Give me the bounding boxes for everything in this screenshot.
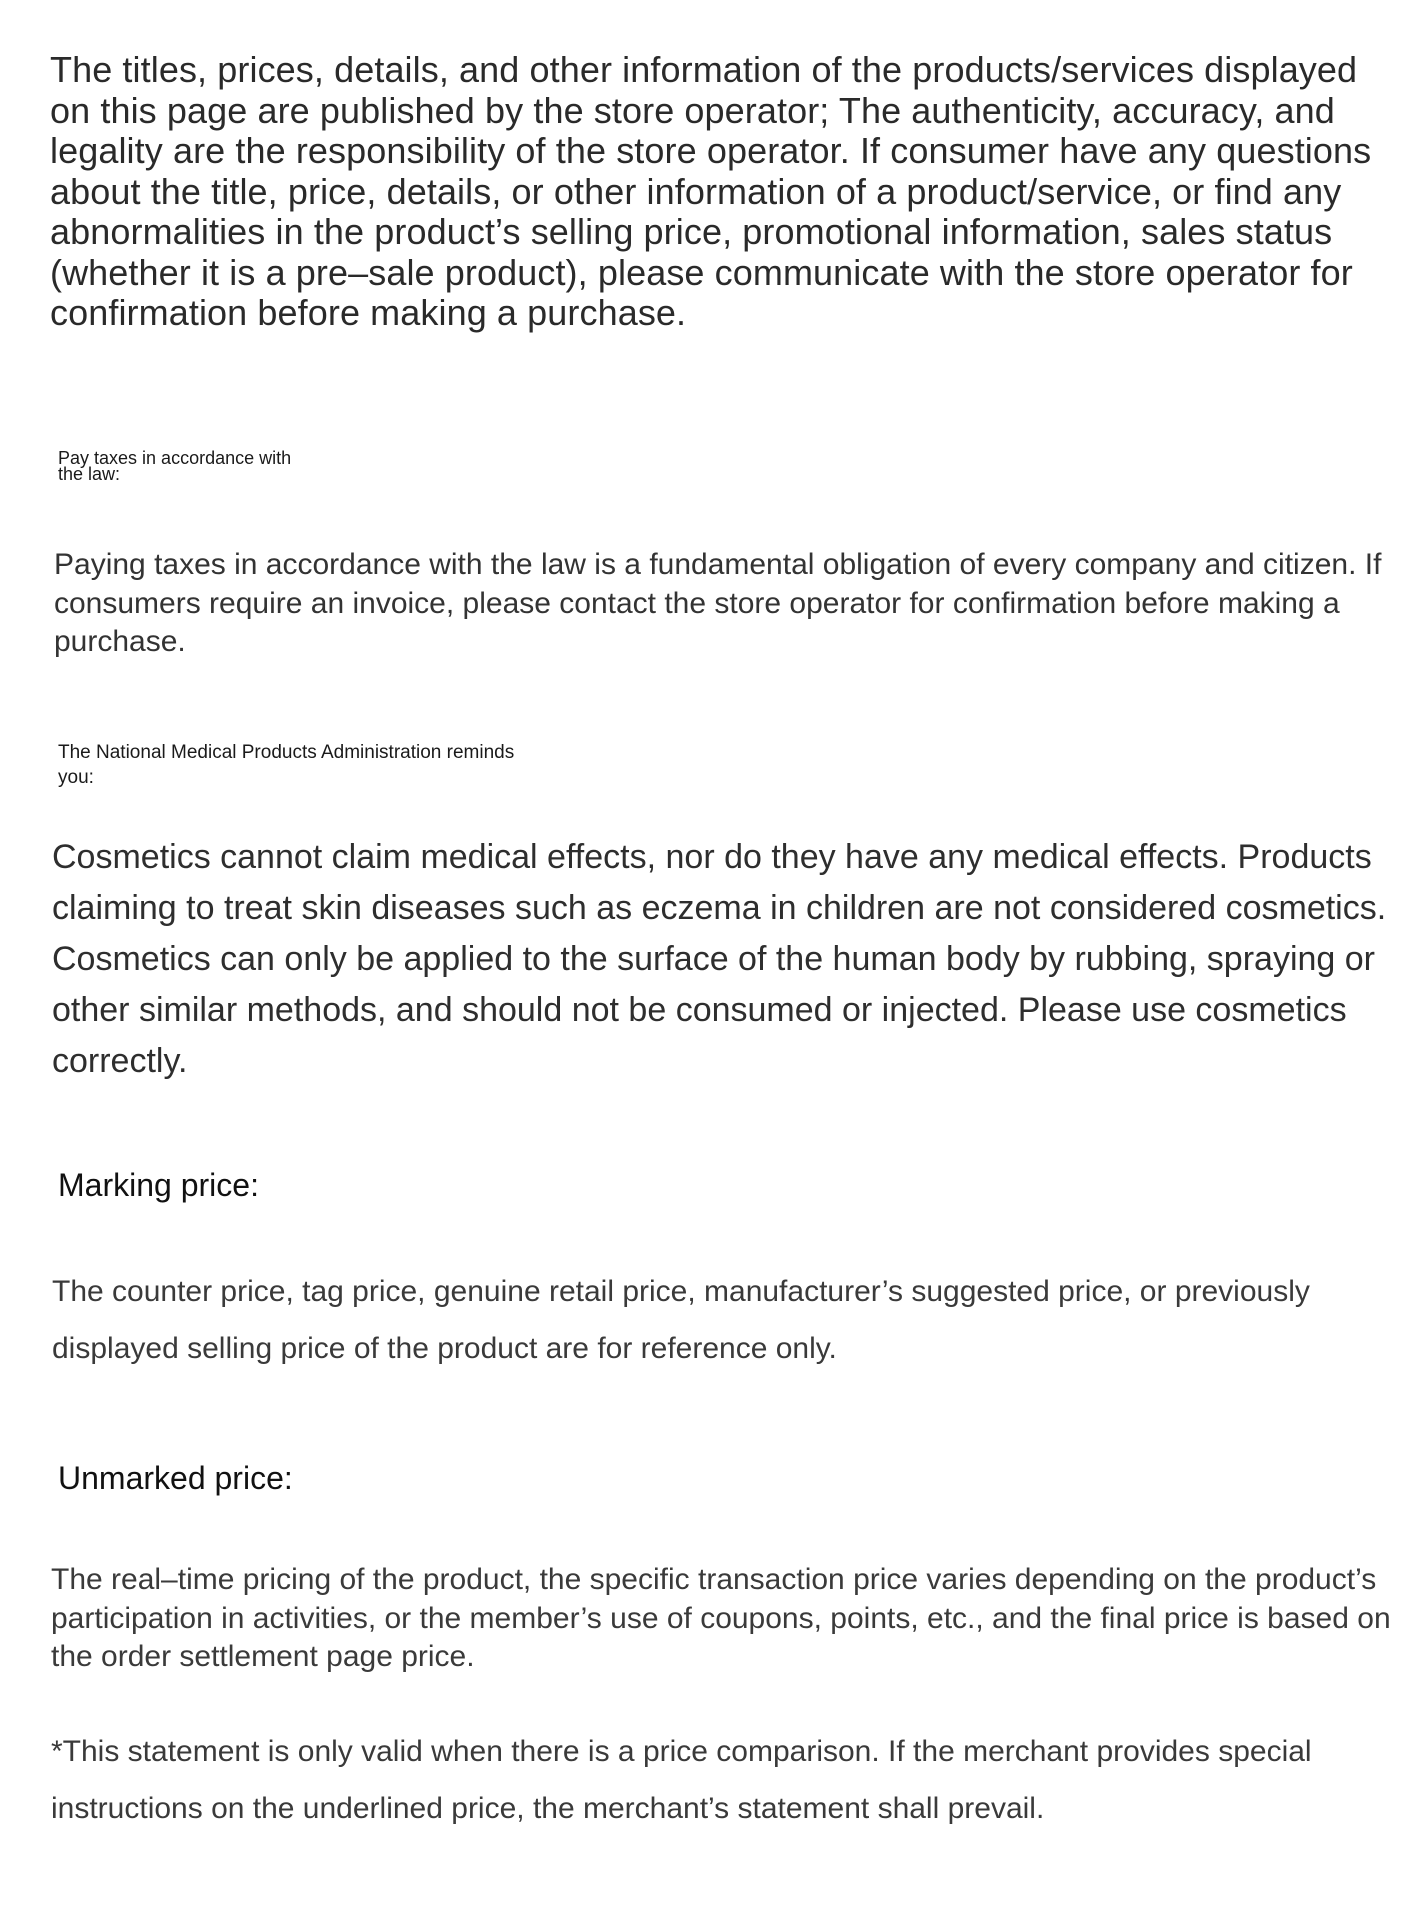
unmarked-price-text: The real–time pricing of the product, the specific transaction price varies depending on the product’s participation in activities, or the member’s use of coupons, points, etc., and the final price is based on the order settlement page price. [51,1563,1391,1673]
nmpa-section-heading: The National Medical Products Administration reminds you: [58,742,515,788]
marking-price-heading: Marking price: [58,1167,259,1203]
marking-price-text: The counter price, tag price, genuine retail price, manufacturer’s suggested price, or previously displayed selling price of the product are for reference only. [52,1275,1310,1365]
unmarked-price-heading: Unmarked price: [58,1460,293,1496]
tax-section-heading: Pay taxes in accordance with the law: [58,448,292,484]
cosmetics-notice-text: Cosmetics cannot claim medical effects, nor do they have any medical effects. Products claiming to treat skin diseases such as eczema in children are not considered cosmetics. Cosmetics can only be applied to the surface of the human body by rubbing, spraying or other similar methods, and should not be consumed or injected. Please use cosmetics correctly. [52,838,1387,1080]
tax-section-text: Paying taxes in accordance with the law is a fundamental obligation of every company and citizen. If consumers require an invoice, please contact the store operator for confirmation before making a purchase. [54,548,1382,658]
price-comparison-statement: *This statement is only valid when there is a price comparison. If the merchant provides special instructions on the underlined price, the merchant’s statement shall prevail. [51,1735,1312,1825]
intro-disclaimer-text: The titles, prices, details, and other information of the products/services displayed on this page are published by the store operator; The authenticity, accuracy, and legality are the responsibility of the store operator. If consumer have any questions about the title, price, details, or other information of a product/service, or find any abnormalities in the product’s selling price, promotional information, sales status (whether it is a pre–sale product), please communicate with the store operator for confirmation before making a purchase. [50,49,1372,333]
